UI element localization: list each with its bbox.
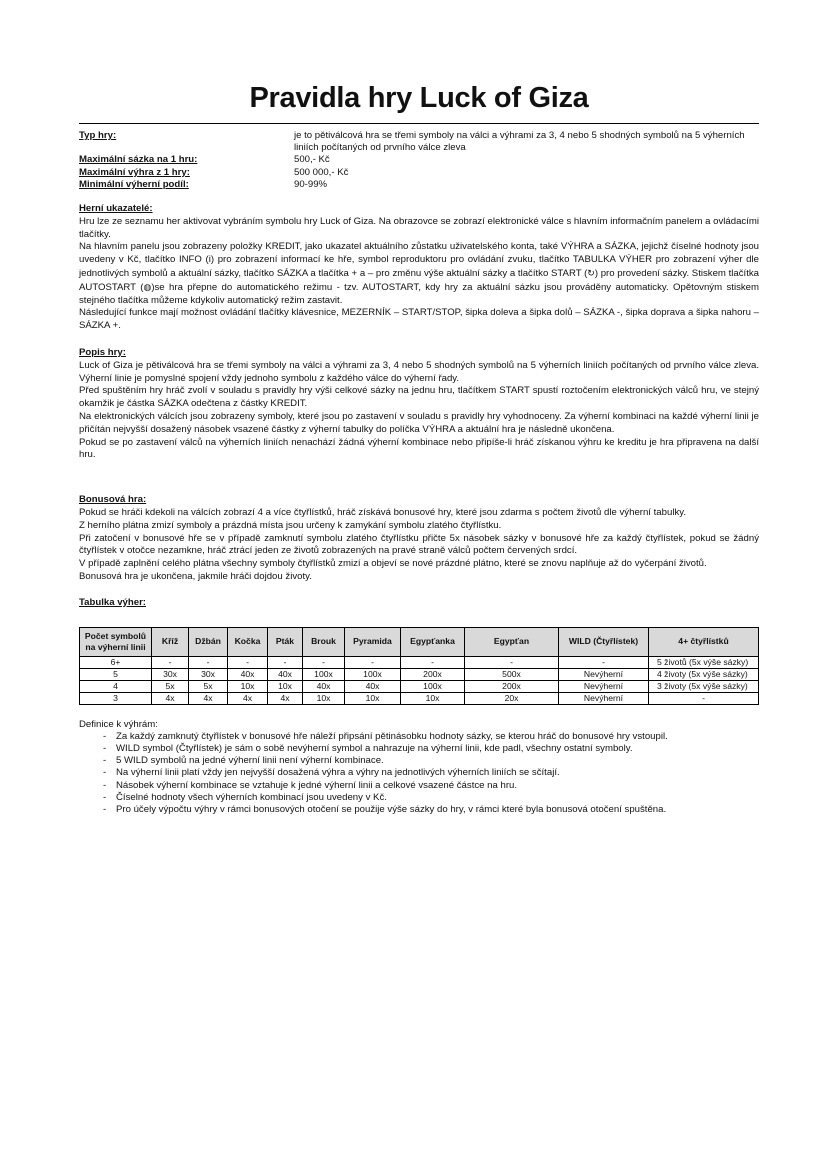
info-row-max-win <box>79 167 759 179</box>
table-cell: - <box>465 656 559 668</box>
table-cell: 40x <box>303 680 345 692</box>
table-cell: Nevýherní <box>559 692 649 704</box>
info-value: 500,- Kč <box>294 154 330 166</box>
section-paytable <box>79 597 759 705</box>
table-cell: 10x <box>401 692 465 704</box>
list-item: - Pro účely výpočtu výhry v rámci bonusových otočení se použije výše sázky do hry, v rámci které byla bonusová otočení spuštěna. <box>103 804 759 816</box>
table-header-cell: Džbán <box>189 627 228 656</box>
info-label: Minimální výherní podíl: <box>79 178 189 190</box>
table-header-cell: 4+ čtyřlístků <box>649 627 759 656</box>
paragraph: Na elektronických válcích jsou zobrazeny symboly, které jsou po zastavení v souladu s pravidly hry vyhodnoceny. Za výherní kombinaci na každé výherní linii je přičítán nejvyšší dosažený násobek vsazené částky z výherní tabulky do políčka VÝHRA a aktuální hra je následně ukončena. <box>79 410 759 435</box>
table-header-cell: Pták <box>268 627 303 656</box>
table-cell: 10x <box>228 680 268 692</box>
table-cell: 4 <box>80 680 152 692</box>
table-cell: 4 životy (5x výše sázky) <box>649 668 759 680</box>
table-cell: Nevýherní <box>559 680 649 692</box>
table-cell: 200x <box>465 680 559 692</box>
section-heading: Tabulka výher: <box>79 596 147 608</box>
table-cell: 10x <box>345 692 401 704</box>
table-header-cell: Brouk <box>303 627 345 656</box>
text-span: ) pro provedení sázky. Stiskem tlačítka AUTOSTART ( <box>79 268 760 293</box>
table-cell: - <box>345 656 401 668</box>
info-label: Maximální sázka na 1 hru: <box>79 154 198 166</box>
page-title: Pravidla hry Luck of Giza <box>249 82 589 114</box>
section-indicators <box>79 203 759 333</box>
table-row <box>80 656 759 668</box>
table-cell: 40x <box>268 668 303 680</box>
info-row-game-type <box>79 130 759 154</box>
paragraph: Bonusová hra je ukončena, jakmile hráči dojdou životy. <box>79 570 312 582</box>
table-cell: - <box>268 656 303 668</box>
paragraph: Pokud se po zastavení válců na výherních liniích nenachází žádná výherní kombinace nebo připíše-li hráč získanou výhru ke kreditu je hra připravena na další hru. <box>79 436 759 461</box>
table-cell: Nevýherní <box>559 668 649 680</box>
paragraph-controls <box>79 241 759 307</box>
section-description <box>79 347 759 462</box>
table-cell: - <box>401 656 465 668</box>
info-label: Typ hry: <box>79 130 117 141</box>
list-item: - 5 WILD symbolů na jedné výherní linii není výherní kombinace. <box>103 755 759 767</box>
info-row-max-bet <box>79 154 759 166</box>
paragraph: Luck of Giza je pětiválcová hra se třemi symboly na válci a výhrami za 3, 4 nebo 5 shodných symbolů na 5 výherních liniích počítaných od prvního válce zleva. Výherní linie je pomyslné spojení vždy jednoho symbolu z každého válce do výherní řady. <box>79 359 759 384</box>
start-icon: ↻ <box>587 268 595 278</box>
table-cell: 100x <box>345 668 401 680</box>
table-cell: 3 <box>80 692 152 704</box>
section-heading: Herní ukazatelé: <box>79 203 153 215</box>
table-cell: 20x <box>465 692 559 704</box>
table-cell: 5 <box>80 668 152 680</box>
list-item: - Násobek výherní kombinace se vztahuje k jedné výherní linii a celkové vsazené částce na hru. <box>103 780 759 792</box>
paragraph: Hru lze ze seznamu her aktivovat vybráním symbolu hry Luck of Giza. Na obrazovce se zobrazí elektronické válce s hlavním informačním panelem a ovládacími tlačítky. <box>79 215 759 240</box>
table-header-cell: Egypťanka <box>401 627 465 656</box>
paragraph: Při zatočení v bonusové hře se v případě zamknutí symbolu zlatého čtyřlístku přičte 5x násobek sázky v bonusové hře za každý čtyřlístek, pokud se žádný čtyřlístek v otočce nezamkne, hráč ztrácí jeden ze životů zobrazených na pravé straně válců počtem červených srdcí. <box>79 532 759 557</box>
game-info-block <box>79 130 759 191</box>
title-divider <box>79 123 759 124</box>
definitions-intro: Definice k výhrám: <box>79 718 158 730</box>
table-cell: 3 životy (5x výše sázky) <box>649 680 759 692</box>
paragraph: Pokud se hráči kdekoli na válcích zobrazí 4 a více čtyřlístků, hráč získává bonusové hry, které jsou zdarma s počtem životů dle výherní tabulky. <box>79 506 686 518</box>
table-header-cell: Egypťan <box>465 627 559 656</box>
list-item: - Za každý zamknutý čtyřlístek v bonusové hře náleží připsání pětinásobku hodnoty sázky, se kterou hráč do bonusové hry vstoupil. <box>103 731 759 743</box>
table-cell: - <box>152 656 189 668</box>
table-cell: - <box>189 656 228 668</box>
table-cell: 200x <box>401 668 465 680</box>
table-cell: 5x <box>189 680 228 692</box>
list-item: - WILD symbol (Čtyřlístek) je sám o sobě nevýherní symbol a nahrazuje na výherní linii, kde padl, všechny ostatní symboly. <box>103 743 759 755</box>
section-heading: Bonusová hra: <box>79 494 147 506</box>
info-value: 500 000,- Kč <box>294 166 349 178</box>
table-cell: 100x <box>401 680 465 692</box>
table-cell: 500x <box>465 668 559 680</box>
table-header-cell: Pyramida <box>345 627 401 656</box>
table-header-cell: Kříž <box>152 627 189 656</box>
text-span: Na hlavním panelu jsou zobrazeny položky KREDIT, jako ukazatel aktuálního zůstatku uživatelského konta, také VÝHRA a SÁZKA, jejichž číselné hodnoty jsou uvedeny v Kč, tlačítko INFO (i) pro zobrazení informací ke hře, symbol reproduktoru pro ovládání zvuku, tlačítko TABULKA VÝHER pro zobrazení výher dle jednotlivých symbolů a aktuální sázky, tlačítko SÁZKA a tlačítka + a – pro změnu výše aktuální sázky a tlačítko START ( <box>79 241 759 279</box>
definitions-list <box>79 731 759 816</box>
table-header-cell: Kočka <box>228 627 268 656</box>
table-cell: 4x <box>152 692 189 704</box>
info-row-min-payout <box>79 179 759 191</box>
table-header-cell: Počet symbolů na výherní linii <box>80 627 152 656</box>
table-cell: 4x <box>268 692 303 704</box>
info-label: Maximální výhra z 1 hry: <box>79 166 190 178</box>
table-cell: 100x <box>303 668 345 680</box>
table-header-row <box>80 627 759 656</box>
document-page <box>79 78 759 816</box>
table-cell: 4x <box>189 692 228 704</box>
table-cell: 10x <box>303 692 345 704</box>
list-item: - Na výherní linii platí vždy jen nejvyšší dosažená výhra a výhry na jednotlivých výherních liniích se sčítají. <box>103 767 759 779</box>
table-row <box>80 692 759 704</box>
paytable <box>79 627 759 705</box>
info-value: je to pětiválcová hra se třemi symboly na válci a výhrami za 3, 4 nebo 5 shodných symbolů na 5 výherních liniích počítaných od prvního válce zleva <box>294 130 745 154</box>
table-header-cell: WILD (Čtyřlístek) <box>559 627 649 656</box>
table-cell: 30x <box>152 668 189 680</box>
list-item: - Číselné hodnoty všech výherních kombinací jsou uvedeny v Kč. <box>103 792 759 804</box>
table-cell: 4x <box>228 692 268 704</box>
info-value: 90-99% <box>294 178 328 190</box>
table-row <box>80 668 759 680</box>
table-cell: 10x <box>268 680 303 692</box>
table-cell: 6+ <box>80 656 152 668</box>
table-cell: - <box>649 692 759 704</box>
table-row <box>80 680 759 692</box>
autostart-icon: ◍ <box>143 281 152 292</box>
paragraph: V případě zaplnění celého plátna všechny symboly čtyřlístků zmizí a objeví se nové prázdné plátno, které se znovu naplňuje až do vyčerpání životů. <box>79 558 707 570</box>
table-cell: 30x <box>189 668 228 680</box>
table-cell: 40x <box>345 680 401 692</box>
section-heading: Popis hry: <box>79 346 126 358</box>
table-cell: 5 životů (5x výše sázky) <box>649 656 759 668</box>
table-cell: - <box>228 656 268 668</box>
table-cell: - <box>559 656 649 668</box>
definitions <box>79 719 759 817</box>
text-span: )se hra přepne do automatického režimu - tzv. AUTOSTART, kdy hry za aktuální sázku jsou prováděny automaticky. Opětovným stiskem stejného tlačítka můžeme kdykoliv automatický režim zastavit. <box>79 281 759 306</box>
section-bonus <box>79 494 759 584</box>
paragraph: Z herního plátna zmizí symboly a prázdná místa jsou určeny k zamykání symbolu zlatého čtyřlístku. <box>79 519 502 531</box>
table-cell: 40x <box>228 668 268 680</box>
paragraph: Následující funkce mají možnost ovládání tlačítky klávesnice, MEZERNÍK – START/STOP, šipka doleva a šipka dolů – SÁZKA -, šipka doprava a šipka nahoru – SÁZKA +. <box>79 307 759 332</box>
table-cell: 5x <box>152 680 189 692</box>
paragraph: Před spuštěním hry hráč zvolí v souladu s pravidly hry výši celkové sázky na jednu hru, tlačítkem START spustí roztočením elektronických válců hru, ve stejný okamžik je částka SÁZKA odečtena z částky KREDIT. <box>79 385 759 410</box>
table-cell: - <box>303 656 345 668</box>
